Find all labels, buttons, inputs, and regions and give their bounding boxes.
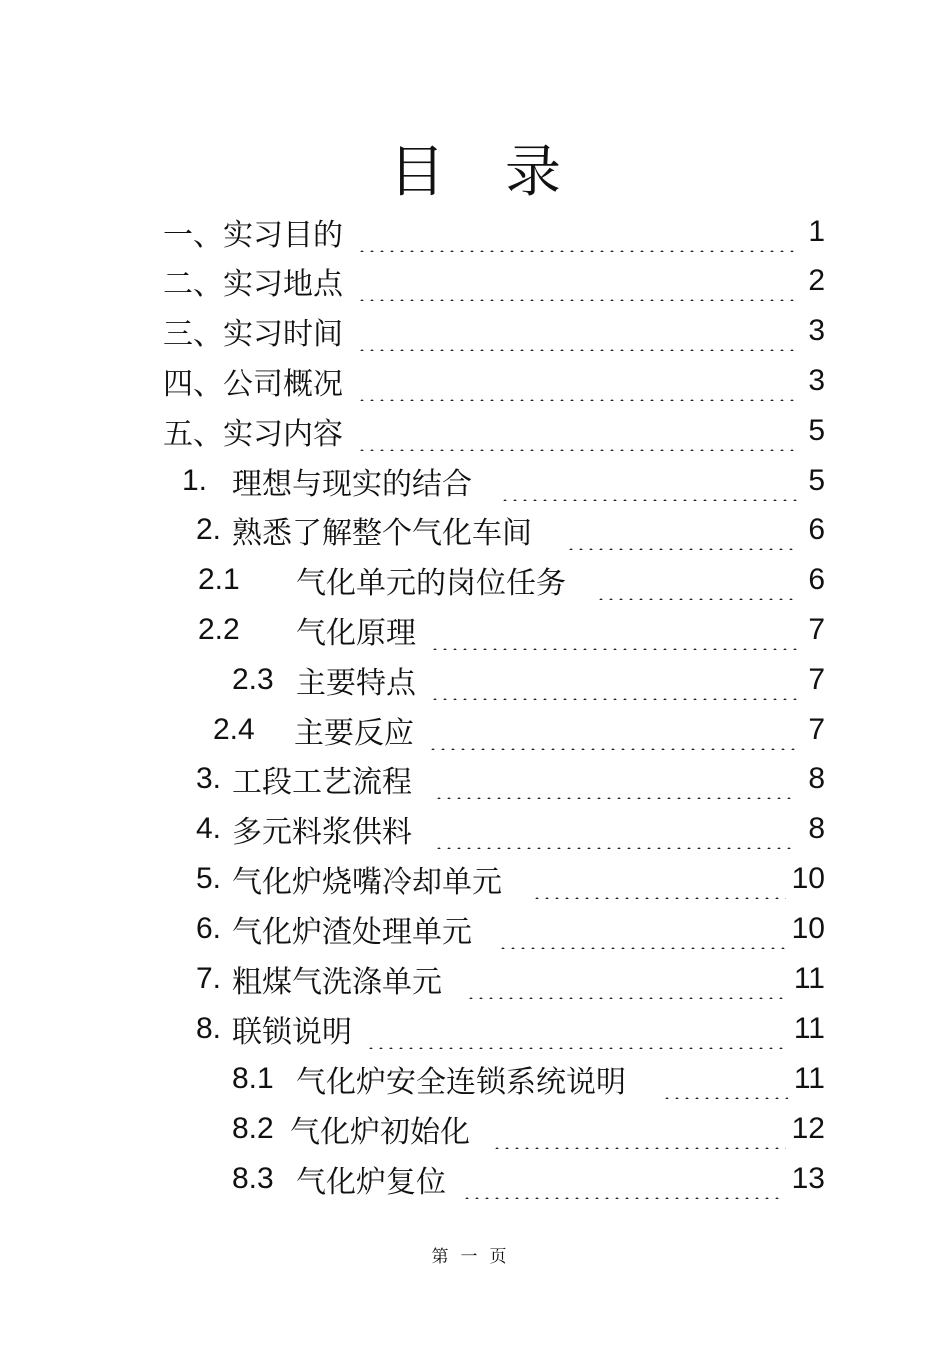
- toc-entry[interactable]: [163, 261, 825, 301]
- toc-leader-dots: [357, 361, 797, 401]
- toc-entry-number: 二、: [163, 268, 223, 301]
- title-char-2: 录: [505, 140, 561, 205]
- toc-entry[interactable]: [163, 311, 825, 351]
- toc-leader-dots: [596, 560, 797, 600]
- toc-entry-page: 7: [808, 713, 825, 746]
- toc-entry-page: 8: [808, 762, 825, 795]
- toc-entry-number: 7.: [196, 962, 222, 995]
- toc-entry[interactable]: [196, 1009, 825, 1049]
- toc-entry[interactable]: [196, 859, 825, 899]
- toc-leader-dots: [462, 1159, 782, 1199]
- toc-entry-label: 气化单元的岗位任务: [296, 566, 566, 601]
- toc-entry-label: 气化炉烧嘴冷却单元: [232, 865, 502, 900]
- toc-entry-label: 联锁说明: [232, 1015, 352, 1050]
- toc-entry-page: 13: [791, 1162, 825, 1195]
- toc-entry-page: 11: [793, 1012, 825, 1045]
- toc-entry-number: 2.1: [198, 563, 240, 596]
- toc-entry-number: 5.: [196, 862, 222, 895]
- toc-leader-dots: [428, 710, 797, 750]
- toc-entry[interactable]: [163, 411, 825, 451]
- toc-leader-dots: [498, 909, 786, 949]
- toc-entry-number: 8.1: [232, 1062, 274, 1095]
- toc-entry-page: 6: [808, 513, 825, 546]
- toc-entry-number: 8.3: [232, 1162, 274, 1195]
- toc-entry-page: 5: [808, 464, 825, 497]
- toc-entry[interactable]: [232, 1109, 825, 1149]
- toc-entry[interactable]: [163, 212, 825, 252]
- toc-entry-label: 多元料浆供料: [232, 815, 412, 850]
- toc-entry-label: 实习目的: [223, 218, 343, 253]
- toc-entry-label: 理想与现实的结合: [232, 467, 472, 502]
- toc-leader-dots: [357, 411, 797, 451]
- toc-entry-label: 气化炉复位: [296, 1165, 446, 1200]
- toc-entry-number: 三、: [163, 318, 223, 351]
- toc-entry[interactable]: [196, 510, 825, 550]
- toc-leader-dots: [430, 610, 797, 650]
- toc-leader-dots: [434, 809, 797, 849]
- toc-entry-number: 一、: [163, 219, 223, 252]
- title-char-1: 目: [389, 140, 445, 205]
- page-title: [0, 140, 950, 206]
- toc-entry-page: 8: [808, 812, 825, 845]
- toc-entry-label: 实习内容: [223, 417, 343, 452]
- toc-entry[interactable]: [196, 959, 825, 999]
- toc-entry-page: 3: [808, 314, 825, 347]
- toc-entry-page: 11: [793, 962, 825, 995]
- toc-entry-label: 工段工艺流程: [232, 765, 412, 800]
- toc-entry-number: 五、: [163, 418, 223, 451]
- toc-leader-dots: [357, 261, 797, 301]
- toc-leader-dots: [662, 1059, 788, 1099]
- toc-entry-label: 实习时间: [223, 317, 343, 352]
- toc-leader-dots: [466, 959, 784, 999]
- toc-entry-label: 粗煤气洗涤单元: [232, 965, 442, 1000]
- toc-entry[interactable]: [182, 461, 825, 501]
- page-footer: 第一页: [431, 1247, 519, 1267]
- toc-entry[interactable]: [198, 560, 825, 600]
- toc-entry-number: 3.: [196, 762, 222, 795]
- toc-entry-label: 实习地点: [223, 267, 343, 302]
- toc-entry-label: 气化炉安全连锁系统说明: [296, 1065, 626, 1100]
- toc-entry-page: 5: [808, 414, 825, 447]
- toc-entry-number: 2.2: [198, 613, 240, 646]
- toc-entry-page: 10: [791, 912, 825, 945]
- toc-entry-page: 12: [791, 1112, 825, 1145]
- toc-entry-label: 公司概况: [223, 367, 343, 402]
- toc-entry[interactable]: [232, 660, 825, 700]
- toc-entry-page: 10: [791, 862, 825, 895]
- toc-entry[interactable]: [196, 809, 825, 849]
- toc-entry-page: 3: [808, 364, 825, 397]
- toc-entry-label: 气化炉初始化: [290, 1115, 470, 1150]
- toc-entry-page: 11: [793, 1062, 825, 1095]
- toc-leader-dots: [492, 1109, 786, 1149]
- toc-entry-number: 2.3: [232, 663, 274, 696]
- toc-entry-number: 6.: [196, 912, 222, 945]
- toc-entry[interactable]: [232, 1159, 825, 1199]
- toc-leader-dots: [500, 461, 797, 501]
- toc-entry-number: 1.: [182, 464, 208, 497]
- toc-entry-page: 7: [808, 663, 825, 696]
- toc-entry-number: 2.4: [213, 713, 255, 746]
- toc-leader-dots: [566, 510, 797, 550]
- toc-entry-label: 熟悉了解整个气化车间: [232, 516, 532, 551]
- toc-leader-dots: [434, 759, 797, 799]
- toc-leader-dots: [430, 660, 797, 700]
- toc-entry-label: 气化炉渣处理单元: [232, 915, 472, 950]
- toc-entry-page: 2: [808, 264, 825, 297]
- toc-entry-page: 6: [808, 563, 825, 596]
- toc-entry[interactable]: [213, 710, 825, 750]
- toc-leader-dots: [532, 859, 786, 899]
- toc-leader-dots: [357, 311, 797, 351]
- toc-entry[interactable]: [196, 909, 825, 949]
- toc-entry-page: 7: [808, 613, 825, 646]
- toc-leader-dots: [357, 212, 797, 252]
- toc-entry-label: 主要特点: [296, 666, 416, 701]
- toc-entry[interactable]: [198, 610, 825, 650]
- toc-leader-dots: [366, 1009, 784, 1049]
- toc-entry-page: 1: [808, 215, 825, 248]
- toc-entry-number: 4.: [196, 812, 222, 845]
- toc-entry-number: 四、: [163, 368, 223, 401]
- toc-entry-label: 主要反应: [294, 716, 414, 751]
- toc-entry-number: 8.: [196, 1012, 222, 1045]
- toc-entry[interactable]: [163, 361, 825, 401]
- toc-entry[interactable]: [196, 759, 825, 799]
- toc-entry[interactable]: [232, 1059, 825, 1099]
- toc-entry-number: 2.: [196, 513, 222, 546]
- toc-entry-label: 气化原理: [296, 616, 416, 651]
- toc-entry-number: 8.2: [232, 1112, 274, 1145]
